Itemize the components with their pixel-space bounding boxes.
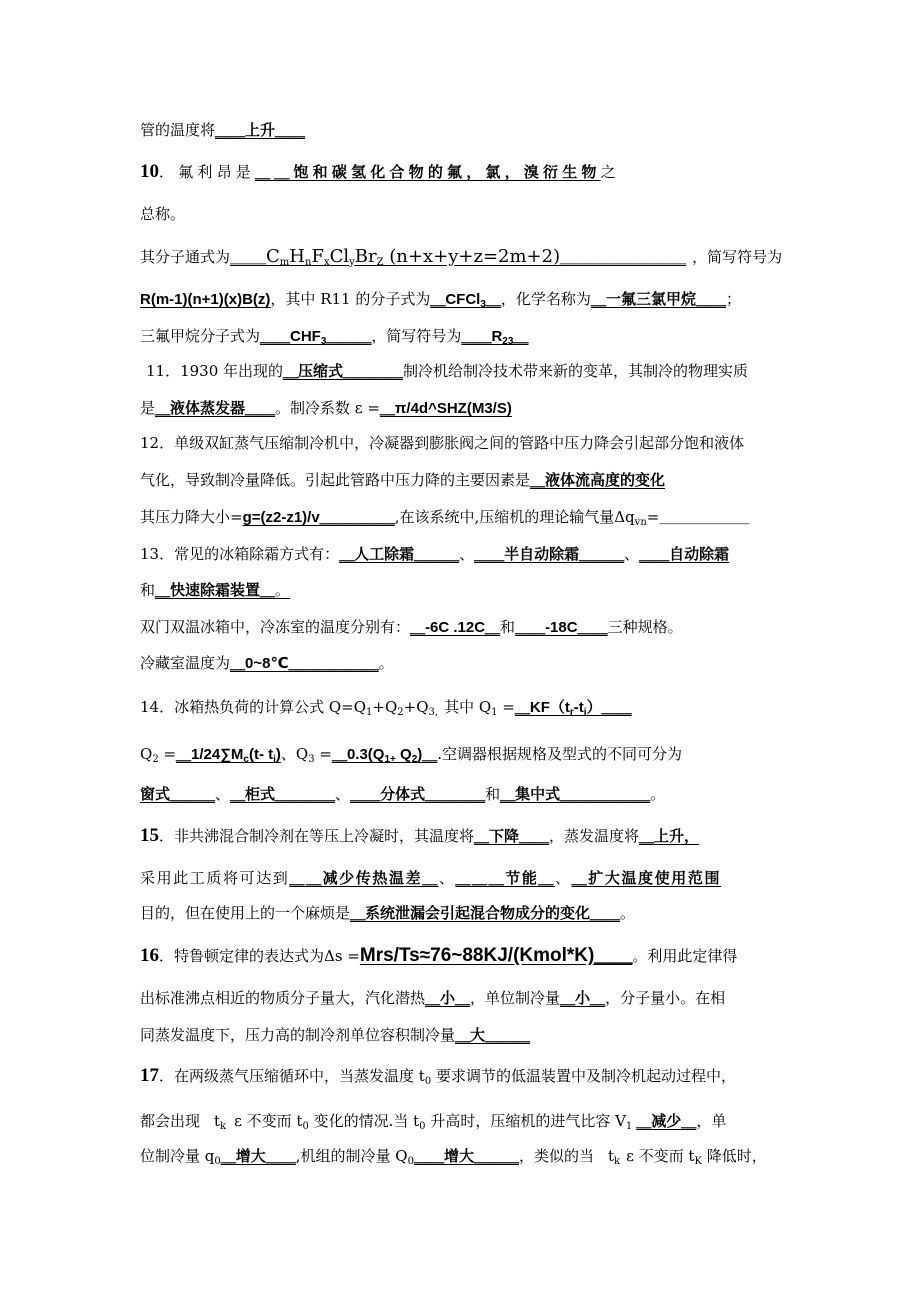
text: 升高时，压缩机的进气比容 V	[425, 1112, 626, 1130]
text-line	[140, 247, 782, 267]
subscript: 1	[491, 707, 498, 718]
text-line	[140, 433, 782, 453]
subscript: 1+	[384, 754, 396, 765]
text-line	[140, 580, 782, 601]
text: ．非共沸混合制冷剂在等压上冷凝时，其温度将	[159, 827, 475, 845]
subscript: k	[614, 1156, 621, 1167]
text: 之	[600, 163, 616, 181]
text: 都会出现	[140, 1112, 201, 1130]
answer-blank: ＿＿＿节能＿	[455, 870, 556, 887]
subscript: 1	[625, 1121, 633, 1132]
answer-blank: g=(z2-z1)/v＿＿＿＿＿	[242, 509, 395, 526]
text: 13．常见的冰箱除霜方式有：	[140, 545, 340, 563]
text: ．氟利昂是	[159, 163, 256, 181]
text: 降低时，	[701, 1147, 767, 1165]
answer-part: (t- t	[248, 746, 274, 763]
text-line	[140, 1025, 782, 1046]
question-number: 10	[140, 161, 159, 182]
formula-part: Br	[354, 246, 377, 267]
text: 其分子通式为	[140, 248, 231, 266]
answer-blank	[176, 746, 281, 763]
text-line	[140, 326, 782, 347]
answer-blank: R(m-1)(n+1)(x)B(z)	[140, 291, 271, 308]
subscript: 2	[411, 754, 418, 765]
subscript: Z	[376, 257, 384, 268]
answer-blank: ＿＿饱和碳氢化合物的氟，氯，溴衍生物	[255, 164, 601, 181]
text-line	[140, 162, 782, 183]
subscript: 2	[152, 754, 159, 765]
text: ε 不变而 t	[626, 1147, 695, 1165]
answer-blank: ＿液体流高度的变化	[530, 472, 666, 489]
text: 。制冷系数 ε =	[275, 399, 380, 417]
text: 冷藏室温度为	[140, 654, 231, 672]
text: ，单位制冷量	[470, 989, 561, 1007]
text: 其压力降大小=	[140, 508, 243, 526]
text-line	[140, 507, 782, 528]
subscript: i	[583, 707, 587, 718]
answer-part: -t	[573, 699, 584, 716]
text: 同蒸发温度下，压力高的制冷剂单位容积制冷量	[140, 1026, 456, 1044]
text-line	[140, 826, 782, 847]
text-line	[140, 1111, 782, 1132]
subscript: 0	[407, 1156, 414, 1167]
answer-blank: ＿0~8℃＿＿＿＿＿＿	[230, 655, 379, 672]
subscript: 0	[214, 1156, 221, 1167]
text: 变化的情况.当 t	[308, 1112, 420, 1130]
text: 要求调节的低温装置中及制冷机起动过程中，	[431, 1067, 736, 1085]
answer-blank	[461, 328, 528, 345]
text-line	[140, 784, 782, 805]
text: 12．单级双缸蒸气压缩制冷机中，冷凝器到膨胀阀之间的管路中压力降会引起部分饱和液体	[140, 434, 745, 452]
text-line	[140, 744, 782, 765]
text-line	[140, 398, 782, 419]
answer-part: ＿＿＿	[326, 328, 372, 345]
answer-blank	[332, 746, 437, 763]
text: 气化，导致制冷量降低。引起此管路中压力降的主要因素是	[140, 471, 531, 489]
answer-blank: ＿系统泄漏会引起混合物成分的变化＿＿	[350, 905, 621, 922]
answer-blank: ＿快速除霜装置＿	[155, 582, 276, 599]
text: ，其中 R11 的分子式为	[270, 290, 431, 308]
text: ；	[725, 290, 741, 308]
subscript: 23	[502, 336, 514, 347]
text: t	[608, 1147, 615, 1165]
text: ,机组的制冷量 Q	[295, 1147, 408, 1165]
text-line	[140, 289, 782, 310]
text-line	[140, 544, 782, 565]
text: 。	[378, 654, 394, 672]
text: ,在该系统中,压缩机的理论输气量Δq	[394, 508, 635, 526]
text: ，分子量小。在相	[605, 989, 726, 1007]
subscript: 0	[424, 1076, 432, 1087]
subscript: i	[273, 754, 276, 765]
text: ，单	[696, 1112, 727, 1130]
text: ，蒸发温度将	[549, 827, 640, 845]
text: 、	[438, 869, 456, 887]
text: 11．1930 年出现的	[146, 362, 284, 380]
answer-blank: ＿小＿	[425, 990, 471, 1007]
text: 出标准沸点相近的物质分子量大，汽化潜热	[140, 989, 426, 1007]
text-line	[140, 868, 782, 889]
answer-blank: ＿-6C .12C＿	[410, 619, 501, 636]
subscript: 3	[308, 754, 315, 765]
question-number: 17	[140, 1065, 159, 1086]
text: 、	[555, 869, 572, 887]
subscript: m	[279, 257, 290, 268]
text-line	[140, 988, 782, 1009]
answer-blank: ＿＿自动除霜	[639, 546, 730, 563]
answer-blank: ＿＿增大＿＿＿	[413, 1148, 519, 1165]
answer-blank: ＿液体蒸发器＿＿	[155, 400, 276, 417]
question-number: 16	[140, 945, 159, 966]
subscript: 3	[320, 336, 327, 347]
question-number: 15	[140, 825, 159, 846]
text: 。	[275, 581, 291, 599]
subscript: 1	[366, 707, 373, 718]
formula-part: ＿＿C	[230, 246, 280, 267]
answer-blank: ＿＿分体式＿＿＿＿	[350, 786, 486, 803]
answer-blank: Mrs/Ts≈76~88KJ/(Kmol*K)＿＿	[359, 945, 633, 966]
text: 制冷机给制冷技术带来新的变革，其制冷的物理实质	[403, 362, 749, 380]
answer-blank: ＿增大＿＿	[220, 1148, 296, 1165]
text: =	[158, 745, 177, 763]
answer-part: )＿	[417, 746, 438, 763]
text: .空调器根据规格及型式的不同可分为	[437, 745, 683, 763]
answer-blank: ＿一氟三氯甲烷＿＿	[590, 291, 726, 308]
formula-part: H	[289, 246, 305, 267]
text-line	[140, 697, 782, 718]
text: 是	[140, 399, 156, 417]
answer-part: ＿0.3(Q	[331, 746, 385, 763]
answer-blank: ＿π/4d^SHZ(M3/S)	[379, 400, 512, 417]
text-line	[140, 617, 782, 638]
answer-part: Q	[395, 746, 412, 763]
answer-blank: ＿＿减少传热温差＿	[289, 870, 439, 887]
subscript: 3,	[428, 707, 439, 718]
subscript: x	[323, 257, 330, 268]
answer-blank: ＿柜式＿＿＿＿	[230, 786, 336, 803]
answer-part: ＿＿CHF	[260, 328, 321, 345]
answer-blank	[515, 699, 632, 716]
text: t	[214, 1112, 221, 1130]
text-line	[140, 204, 782, 224]
answer-blank	[430, 291, 501, 308]
text: ε 不变而 t	[234, 1112, 303, 1130]
text: 。利用此定律得	[632, 947, 738, 965]
answer-blank: ＿＿上升＿＿	[215, 122, 306, 139]
answer-blank: ＿下降＿＿	[474, 828, 550, 845]
text: 三氟甲烷分子式为	[140, 327, 261, 345]
text-line	[146, 361, 788, 382]
answer-blank: ＿压缩式＿＿＿＿	[283, 363, 404, 380]
text-line	[140, 1066, 782, 1086]
subscript: y	[349, 257, 355, 268]
text: ，化学名称为	[500, 290, 591, 308]
empty-blank: ＿＿＿＿＿＿	[659, 508, 750, 526]
subscript: vn	[634, 517, 647, 528]
answer-blank: ＿上升，	[639, 828, 700, 845]
subscript: n	[304, 257, 312, 268]
text-line	[140, 946, 782, 966]
text: 双门双温冰箱中，冷冻室的温度分别有：	[140, 618, 411, 636]
answer-blank: ＿扩大温度使用范围	[571, 870, 722, 887]
text: ．特鲁顿定律的表达式为Δs =	[159, 947, 360, 965]
answer-part: ＿＿R	[461, 328, 503, 345]
text: Q	[140, 745, 153, 763]
answer-blank: 窗式＿＿＿	[140, 786, 216, 803]
text: 三种规格。	[607, 618, 683, 636]
answer-blank: ＿小＿	[560, 990, 606, 1007]
formula-blank	[230, 246, 686, 267]
subscript: K	[694, 1156, 702, 1167]
answer-part: ＿1/24∑M	[176, 746, 244, 763]
answer-part: ＿	[485, 291, 501, 308]
subscript: k	[220, 1121, 227, 1132]
text: ，简写符号为	[692, 248, 783, 266]
answer-part: ＿	[513, 328, 529, 345]
text: =	[314, 745, 332, 763]
formula-part: (n+x+y+z=2m+2)＿＿＿＿＿＿＿	[383, 246, 687, 267]
text: 。	[620, 904, 636, 922]
subscript: 2	[397, 707, 404, 718]
text: +Q	[372, 698, 398, 716]
text: 、	[624, 545, 640, 563]
text: 。	[650, 785, 666, 803]
text-line	[140, 903, 782, 924]
text: 、Q	[280, 745, 309, 763]
text: =	[646, 508, 660, 526]
text: 、	[459, 545, 475, 563]
text: ．在两级蒸气压缩循环中，当蒸发温度 t	[159, 1067, 425, 1085]
answer-blank: ＿集中式＿＿＿＿＿＿	[500, 786, 651, 803]
subscript: 0	[419, 1121, 426, 1132]
answer-part: ＿KF（t	[514, 699, 570, 716]
text-line	[140, 120, 782, 141]
answer-part: ＿CFCl	[430, 291, 481, 308]
answer-blank: ＿大＿＿＿	[455, 1027, 531, 1044]
answer-blank: ＿人工除霜＿＿＿	[339, 546, 460, 563]
answer-blank: ＿＿半自动除霜＿＿＿	[474, 546, 625, 563]
formula-part: F	[311, 246, 324, 267]
text-line	[140, 470, 782, 491]
text: 14．冰箱热负荷的计算公式 Q=Q	[140, 698, 367, 716]
text: 位制冷量 q	[140, 1147, 215, 1165]
text: ，类似的当	[519, 1147, 595, 1165]
subscript: c	[243, 754, 249, 765]
text: 和	[500, 618, 516, 636]
subscript: r	[569, 707, 574, 718]
answer-blank: ＿减少＿	[636, 1113, 697, 1130]
text-line	[140, 653, 782, 674]
text: ，简写符号为	[371, 327, 462, 345]
text: 管的温度将	[140, 121, 216, 139]
answer-part: ）＿＿	[586, 699, 632, 716]
text-line	[140, 1146, 782, 1167]
text: +Q	[403, 698, 429, 716]
answer-part: )	[275, 746, 281, 763]
text: 目的，但在使用上的一个麻烦是	[140, 904, 351, 922]
text: 和	[140, 581, 156, 599]
text: 和	[485, 785, 501, 803]
text: 采用此工质将可达到	[140, 869, 290, 887]
text: =	[497, 698, 515, 716]
subscript: 0	[302, 1121, 309, 1132]
text: 其中 Q	[444, 698, 492, 716]
text: 、	[215, 785, 231, 803]
answer-blank	[260, 328, 371, 345]
answer-blank: ＿＿-18C＿＿	[515, 619, 608, 636]
subscript: 3	[480, 299, 486, 310]
formula-part: Cl	[329, 246, 350, 267]
text: 、	[335, 785, 351, 803]
text: 总称。	[140, 205, 186, 223]
